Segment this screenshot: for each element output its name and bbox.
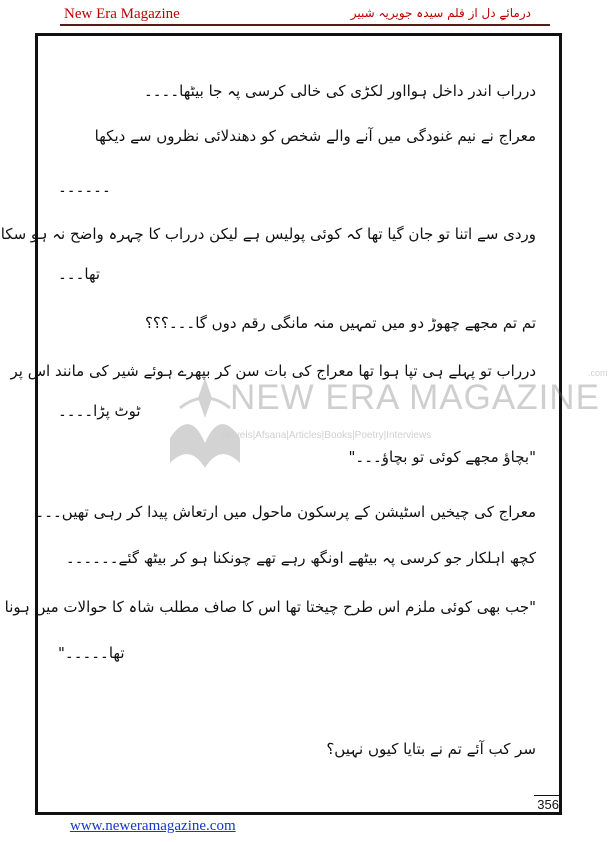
watermark-title: NEW ERA MAGAZINE [230,378,600,417]
body-line: تم تم مجھے چھوڑ دو میں تمہیں منہ مانگی رقم دوں گا۔۔۔؟؟؟ [144,314,536,332]
footer-website-link[interactable]: www.neweramagazine.com [70,818,236,834]
body-line: "جب بھی کوئی ملزم اس طرح چیختا تھا اس کا صاف مطلب شاہ کا حوالات میں ہونا [4,598,536,616]
body-line: "بچاؤ مجھے کوئی تو بچاؤ۔۔۔" [348,448,536,466]
header-novel-credit: درمائےِ دل از قلم سیدہ جویریہ شبیر [350,6,531,20]
body-line: ۔۔۔۔۔۔ [58,178,111,196]
body-line: کچھ اہلکار جو کرسی پہ بیٹھے اونگھ رہے تھے چونکنا ہو کر بیٹھ گئے۔۔۔۔۔۔ [65,549,536,567]
body-line: درراب تو پہلے ہی تپا ہوا تھا معراج کی بات سن کر بپھرے ہوئے شیر کی مانند اس پر [10,362,536,380]
body-line: تھا۔۔۔۔۔" [58,644,125,662]
body-line: وردی سے اتنا تو جان گیا تھا کہ کوئی پولیس ہے لیکن درراب کا چہرہ واضح نہ ہو سکا [0,225,536,243]
body-line: ٹوٹ پڑا۔۔۔۔ [58,402,141,420]
body-line: درراب اندر داخل ہوااور لکڑی کی خالی کرسی پہ جا بیٹھا۔۔۔۔ [143,82,536,100]
body-line: معراج کی چیخیں اسٹیشن کے پرسکون ماحول میں ارتعاش پیدا کر رہی تھیں۔۔۔ [35,503,536,521]
watermark-com: .com [588,368,608,378]
header-magazine-name: New Era Magazine [64,6,180,22]
page-number: 356 [537,797,559,812]
watermark-subtitle: Novels|Afsana|Articles|Books|Poetry|Interviews [222,430,432,441]
page-number-rule [534,795,559,796]
body-line: تھا۔۔۔ [58,265,101,283]
body-line: معراج نے نیم غنودگی میں آنے والے شخص کو دھندلائی نظروں سے دیکھا [94,127,536,145]
body-line: سر کب آئے تم نے بتایا کیوں نہیں؟ [326,740,536,758]
